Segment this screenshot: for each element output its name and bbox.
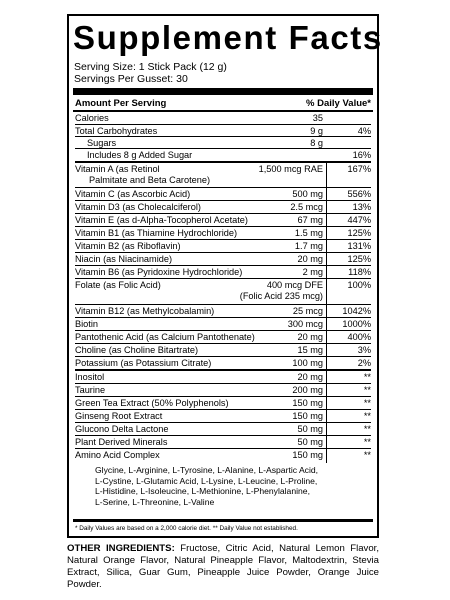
nutrient-name: Vitamin B6 (as Pyridoxine Hydrochloride): [75, 267, 243, 277]
nutrient-row: [75, 136, 371, 148]
nutrient-row: [75, 239, 371, 252]
nutrient-name: Green Tea Extract (50% Polyphenols): [75, 398, 229, 408]
nutrient-amount: 25 mcg: [292, 306, 323, 316]
nutrient-row: [75, 200, 371, 213]
nutrient-row: [75, 112, 371, 124]
nutrient-daily-value: **: [363, 424, 371, 434]
nutrient-row: [75, 356, 371, 369]
nutrient-name: Ginseng Root Extract: [75, 411, 163, 421]
nutrient-row: [75, 124, 371, 136]
nutrient-row: [75, 226, 371, 239]
nutrient-row: [75, 383, 371, 396]
nutrient-amount: 200 mg: [292, 385, 323, 395]
nutrient-daily-value: 4%: [357, 126, 371, 136]
nutrient-name: Choline (as Choline Bitartrate): [75, 345, 199, 355]
nutrient-table: [75, 112, 371, 515]
amount-per-serving-label: Amount Per Serving: [75, 98, 167, 109]
column-divider: [326, 436, 327, 448]
column-divider: [326, 163, 327, 187]
nutrient-amount: 400 mcg DFE: [266, 280, 323, 290]
nutrient-daily-value: 13%: [352, 202, 371, 212]
nutrient-row: [75, 409, 371, 422]
nutrient-name: Vitamin B12 (as Methylcobalamin): [75, 306, 215, 316]
nutrient-amount: 1.5 mg: [294, 228, 323, 238]
nutrient-amount: 1.7 mg: [294, 241, 323, 251]
nutrient-daily-value: 125%: [347, 228, 371, 238]
nutrient-amount: 15 mg: [297, 345, 323, 355]
nutrient-daily-value: 125%: [347, 254, 371, 264]
column-divider: [326, 253, 327, 265]
nutrient-name: Pantothenic Acid (as Calcium Pantothenate): [75, 332, 255, 342]
column-divider: [326, 410, 327, 422]
nutrient-amount: 20 mg: [297, 332, 323, 342]
nutrient-amount: 67 mg: [297, 215, 323, 225]
nutrient-name: Total Carbohydrates: [75, 126, 158, 136]
amino-acid-line: L-Histidine, L-Isoleucine, L-Methionine, L-Phenylalanine,: [95, 486, 310, 496]
nutrient-row: [75, 265, 371, 278]
nutrient-name: Amino Acid Complex: [75, 450, 160, 460]
nutrient-name: Vitamin A (as Retinol: [75, 164, 160, 174]
nutrient-amount: 35: [312, 113, 323, 123]
nutrient-row: [75, 422, 371, 435]
nutrient-amount: 150 mg: [292, 411, 323, 421]
amino-acid-line: Glycine, L-Arginine, L-Tyrosine, L-Alanine, L-Aspartic Acid,: [95, 465, 319, 475]
nutrient-name: Plant Derived Minerals: [75, 437, 168, 447]
column-divider: [326, 266, 327, 278]
nutrient-name: Includes 8 g Added Sugar: [87, 150, 193, 160]
nutrient-name: Vitamin E (as d-Alpha-Tocopherol Acetate): [75, 215, 248, 225]
column-divider: [326, 318, 327, 330]
column-divider: [326, 331, 327, 343]
column-divider: [326, 371, 327, 383]
column-divider: [326, 240, 327, 252]
column-divider: [326, 344, 327, 356]
nutrient-name: Calories: [75, 113, 109, 123]
nutrient-amount: 20 mg: [297, 254, 323, 264]
nutrient-daily-value: 118%: [348, 267, 371, 277]
nutrient-amount: 8 g: [310, 138, 323, 148]
column-divider: [326, 201, 327, 213]
servings-per-container: Servings Per Gusset: 30: [74, 73, 188, 85]
nutrient-row: [75, 161, 371, 187]
nutrient-amount: 2.5 mcg: [290, 202, 323, 212]
nutrient-row: [75, 330, 371, 343]
nutrient-amount: 1,500 mcg RAE: [258, 164, 323, 174]
nutrient-daily-value: 131%: [347, 241, 371, 251]
nutrient-amount: 50 mg: [297, 424, 323, 434]
nutrient-row: [75, 396, 371, 409]
nutrient-daily-value: **: [363, 411, 371, 421]
nutrient-name: Folate (as Folic Acid): [75, 280, 161, 290]
nutrient-daily-value: 556%: [347, 189, 371, 199]
column-divider: [326, 423, 327, 435]
nutrient-amount: 500 mg: [292, 189, 323, 199]
nutrient-row: [75, 252, 371, 265]
amino-acid-line: L-Serine, L-Threonine, L-Valine: [95, 496, 215, 507]
column-divider: [326, 214, 327, 226]
footnote: * Daily Values are based on a 2,000 calorie diet. ** Daily Value not established.: [75, 525, 298, 532]
serving-size: Serving Size: 1 Stick Pack (12 g): [74, 61, 227, 73]
nutrient-name: Taurine: [75, 385, 106, 395]
column-divider: [326, 279, 327, 304]
other-ingredients: [67, 543, 379, 591]
nutrient-row: [75, 369, 371, 383]
nutrient-amount: 9 g: [310, 126, 323, 136]
nutrient-name: Niacin (as Niacinamide): [75, 254, 173, 264]
nutrient-daily-value: 447%: [347, 215, 371, 225]
amino-acid-line: L-Cystine, L-Glutamic Acid, L-Lysine, L-Leucine, L-Proline,: [95, 475, 318, 486]
nutrient-row: [75, 304, 371, 317]
nutrient-daily-value: 2%: [357, 358, 371, 368]
daily-value-label: % Daily Value*: [306, 98, 371, 109]
panel-title: Supplement Facts: [73, 19, 383, 56]
nutrient-row: [75, 148, 371, 161]
nutrient-daily-value: 100%: [347, 280, 371, 290]
other-ingredients-label: OTHER INGREDIENTS:: [67, 543, 175, 554]
nutrient-amount: 150 mg: [292, 450, 323, 460]
nutrient-sub-amount: (Folic Acid 235 mcg): [239, 291, 323, 301]
table-header: [75, 97, 371, 110]
column-divider: [326, 188, 327, 200]
other-ingredients-text: Fructose, Citric Acid, Natural Lemon Flavor, Natural Orange Flavor, Natural Pineapple Flavor, Maltodextrin, Stevia Extract, Silica, Guar Gum, Pineapple Juice Powder, Orange Juice Powder.: [67, 543, 379, 590]
column-divider: [326, 449, 327, 463]
supplement-facts-panel: [67, 14, 383, 538]
nutrient-name: Inositol: [75, 372, 105, 382]
nutrient-row: [75, 317, 371, 330]
nutrient-row: [75, 435, 371, 448]
nutrient-daily-value: **: [363, 398, 371, 408]
nutrient-name: Biotin: [75, 319, 98, 329]
nutrient-row: [75, 448, 371, 463]
nutrient-amount: 100 mg: [292, 358, 323, 368]
nutrient-row: [75, 213, 371, 226]
column-divider: [326, 397, 327, 409]
nutrient-name: Vitamin D3 (as Cholecalciferol): [75, 202, 201, 212]
nutrient-name: Vitamin B1 (as Thiamine Hydrochloride): [75, 228, 238, 238]
nutrient-name: Vitamin B2 (as Riboflavin): [75, 241, 181, 251]
column-divider: [326, 305, 327, 317]
nutrient-amount: 50 mg: [297, 437, 323, 447]
nutrient-name: Sugars: [87, 138, 117, 148]
nutrient-daily-value: **: [363, 450, 371, 460]
nutrient-name: Potassium (as Potassium Citrate): [75, 358, 212, 368]
nutrient-row: [75, 187, 371, 200]
nutrient-name: Vitamin C (as Ascorbic Acid): [75, 189, 191, 199]
nutrient-amount: 300 mcg: [287, 319, 323, 329]
column-divider: [326, 384, 327, 396]
nutrient-amount: 20 mg: [297, 372, 323, 382]
nutrient-row: [75, 343, 371, 356]
nutrient-daily-value: 400%: [347, 332, 371, 342]
nutrient-row: [75, 278, 371, 304]
column-divider: [326, 357, 327, 369]
column-divider: [326, 227, 327, 239]
thick-divider: [73, 88, 373, 95]
nutrient-daily-value: **: [363, 385, 371, 395]
amino-acid-list: [75, 463, 371, 515]
nutrient-daily-value: 167%: [347, 164, 371, 174]
footer-divider: [73, 519, 373, 522]
nutrient-name-continued: Palmitate and Beta Carotene): [89, 175, 211, 185]
nutrient-daily-value: 3%: [357, 345, 371, 355]
nutrient-daily-value: 1000%: [342, 319, 371, 329]
nutrient-daily-value: 1042%: [342, 306, 371, 316]
nutrient-amount: 2 mg: [302, 267, 323, 277]
nutrient-daily-value: **: [363, 372, 371, 382]
nutrient-name: Glucono Delta Lactone: [75, 424, 169, 434]
nutrient-daily-value: 16%: [352, 150, 371, 160]
nutrient-daily-value: **: [363, 437, 371, 447]
nutrient-amount: 150 mg: [292, 398, 323, 408]
